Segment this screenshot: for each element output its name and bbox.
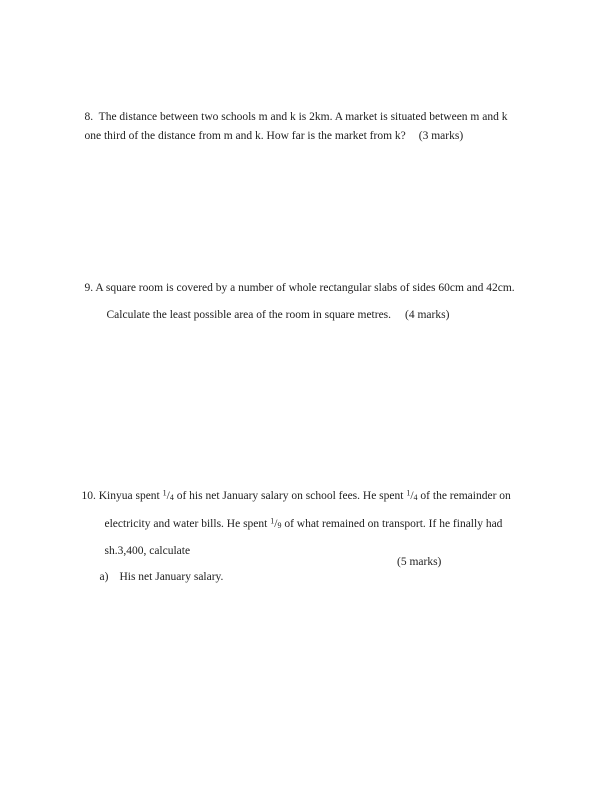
- fraction-numerator: 1: [270, 516, 275, 526]
- subquestion-text: His net January salary.: [119, 571, 224, 583]
- question-10-text-mid: of his net January salary on school fees. He spent: [173, 490, 407, 502]
- question-8-text-line-1: 8. The distance between two schools m and k is 2km. A market is situated between m and k: [84, 111, 508, 123]
- question-8-marks-label: (3 marks): [418, 130, 464, 142]
- fraction-numerator: 1: [162, 488, 167, 498]
- question-9-line-2: [95, 293, 449, 338]
- question-9-marks-label: (4 marks): [405, 309, 450, 321]
- fraction-denominator: 4: [169, 493, 174, 502]
- fraction-numerator: 1: [406, 488, 411, 498]
- fraction-slash: /: [166, 490, 170, 502]
- question-10-text-post: of the remainder on: [417, 490, 511, 502]
- question-10-text-post: of what remained on transport. If he finally had: [281, 518, 503, 530]
- question-8-line-2: [73, 114, 463, 159]
- question-10-subquestion-a: [88, 555, 488, 600]
- question-10-text-pre: 10. Kinyua spent: [81, 490, 163, 502]
- question-9-text-line-1: 9. A square room is covered by a number of whole rectangular slabs of sides 60cm and 42cm.: [84, 282, 515, 294]
- fraction-slash: /: [274, 518, 278, 530]
- question-9-text-line-2: Calculate the least possible area of the room in square metres.: [106, 309, 392, 321]
- question-10-marks-label: (5 marks): [397, 556, 442, 568]
- question-8-text-line-2: one third of the distance from m and k. How far is the market from k?: [84, 130, 406, 142]
- fraction-slash: /: [410, 490, 414, 502]
- fraction-denominator: 4: [413, 493, 418, 502]
- question-10-text-line-3: sh.3,400, calculate: [104, 545, 191, 557]
- question-10-text-pre: electricity and water bills. He spent: [104, 518, 271, 530]
- subquestion-label: a): [99, 571, 109, 583]
- fraction-denominator: 9: [277, 521, 282, 530]
